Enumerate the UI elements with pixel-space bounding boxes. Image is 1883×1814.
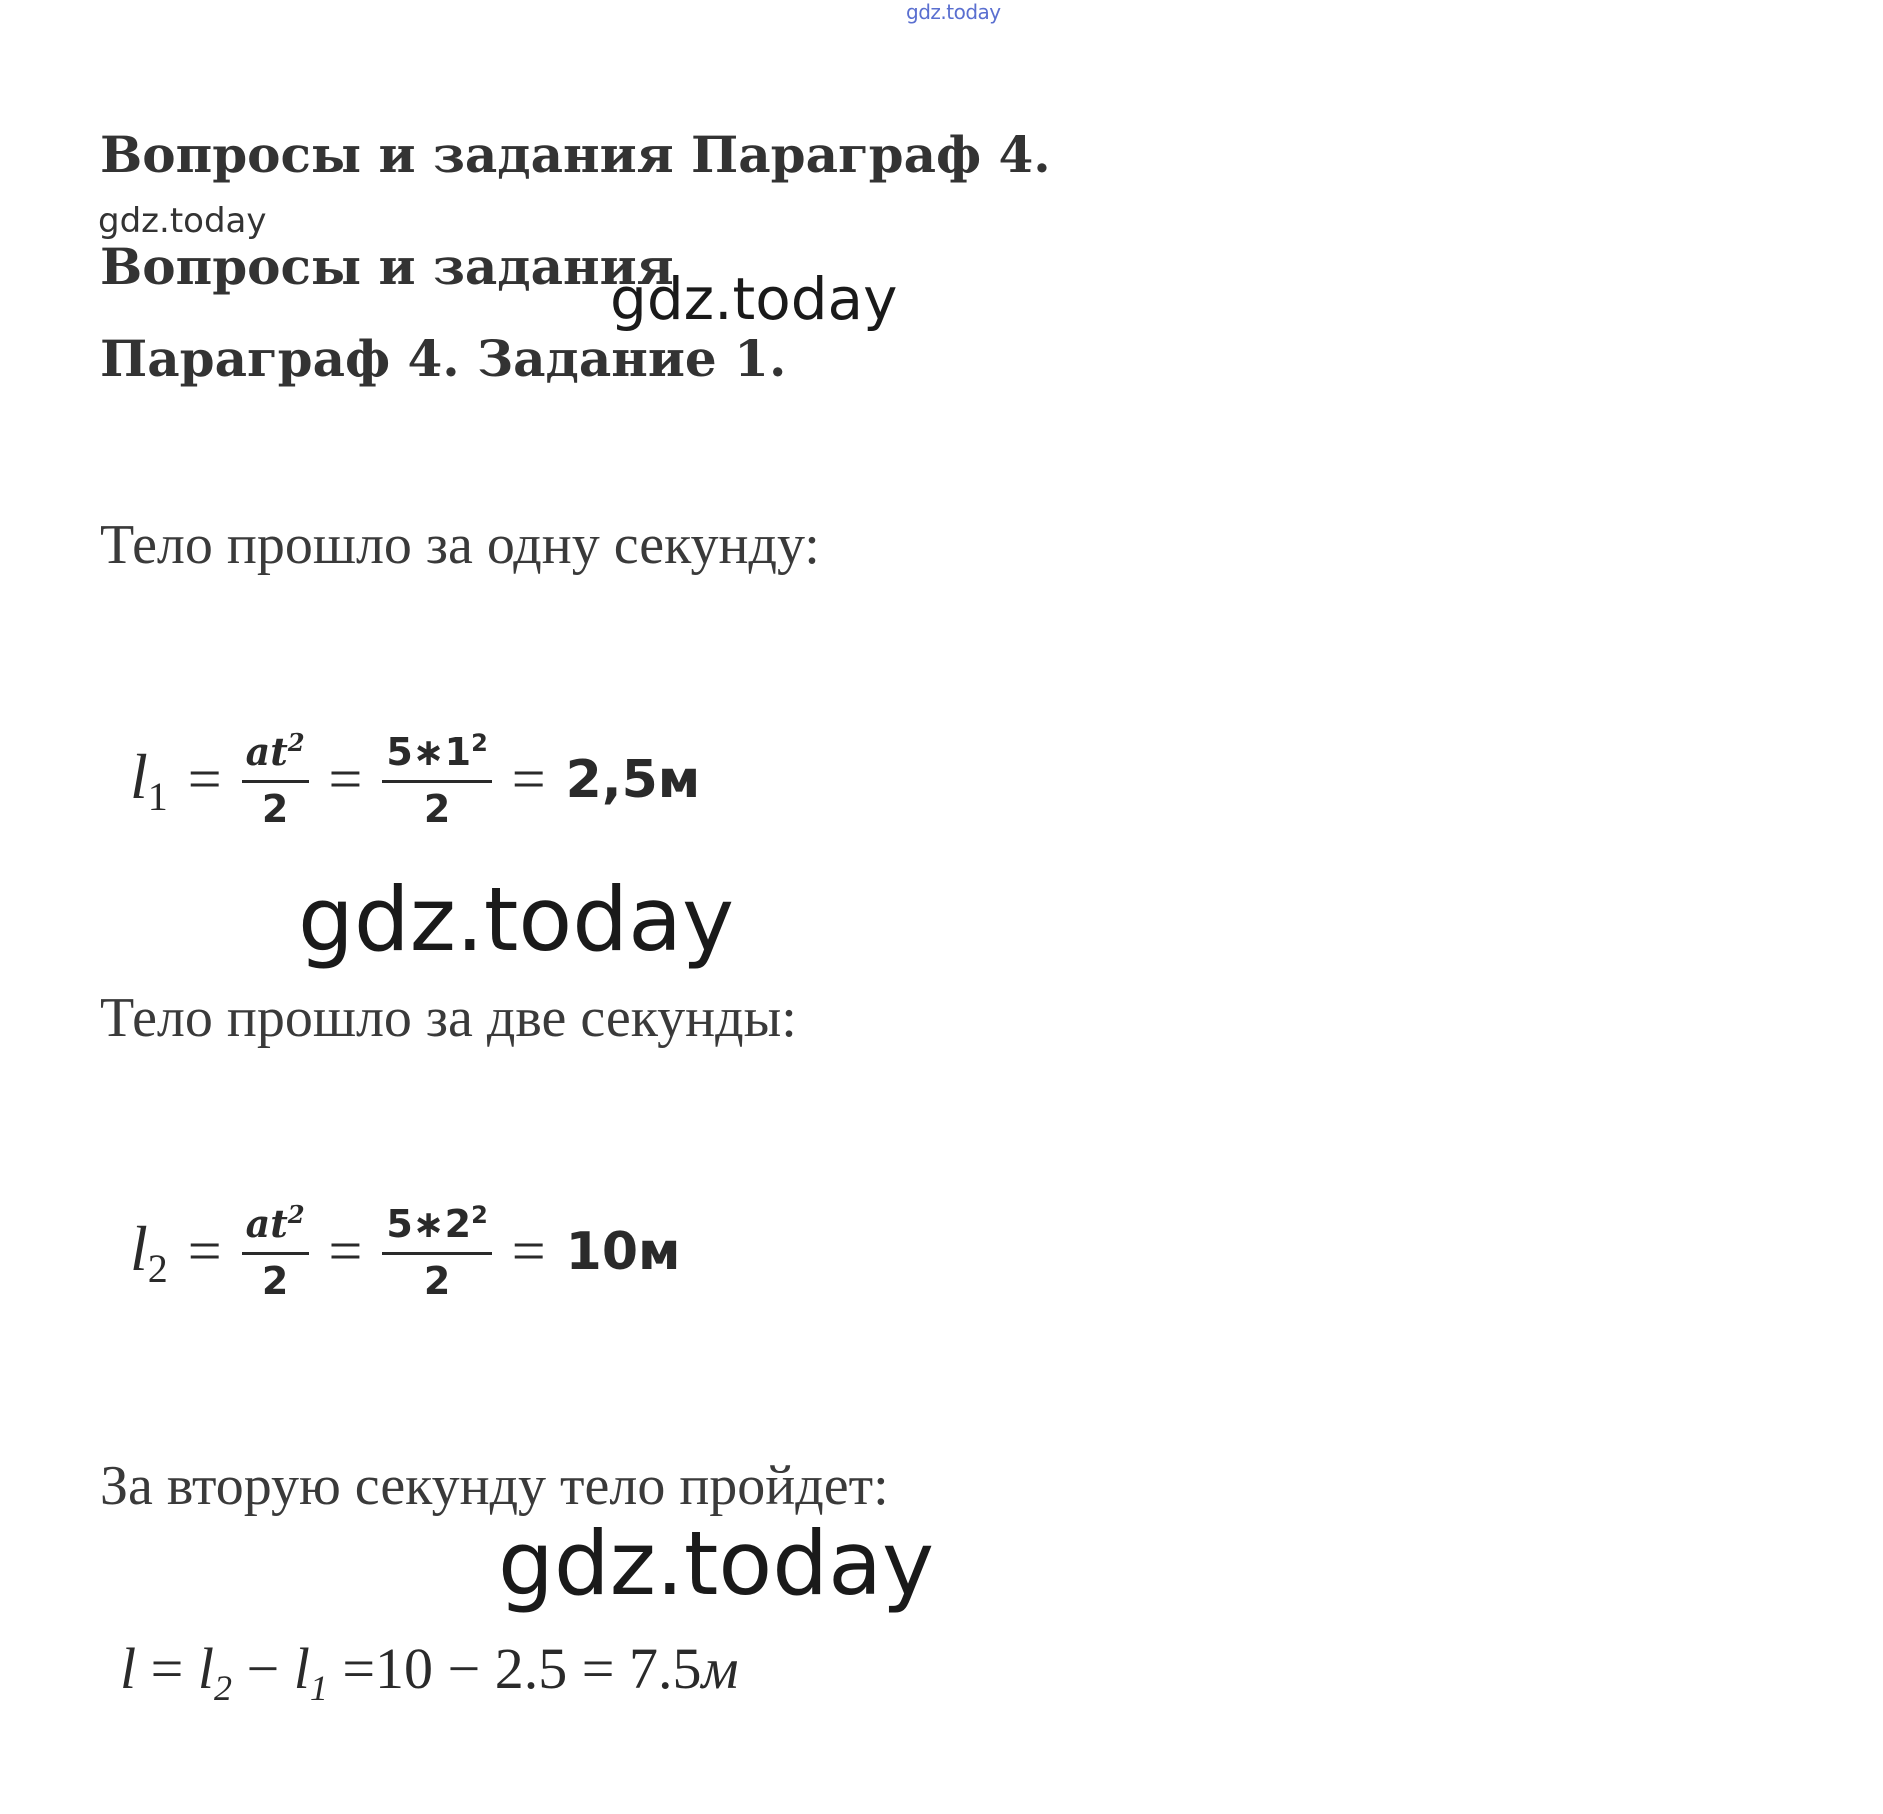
task-heading: Параграф 4. Задание 1. xyxy=(100,329,787,388)
equals-sign: = xyxy=(187,1218,222,1284)
fraction-substituted xyxy=(382,1201,491,1303)
fraction-denominator: 2 xyxy=(382,780,491,831)
fraction-denominator: 2 xyxy=(242,1252,309,1303)
fraction-numerator: $5∗2^2$ xyxy=(386,1200,488,1246)
fraction-numerator: $at^2$ xyxy=(245,728,305,774)
section-heading: Вопросы и задания xyxy=(100,237,674,296)
fraction-denominator: 2 xyxy=(242,780,309,831)
watermark-heading: gdz.today xyxy=(610,265,898,333)
watermark-lower: gdz.today xyxy=(498,1512,935,1615)
value-b: 2.5 xyxy=(494,1636,568,1701)
formula-result: 7.5 xyxy=(628,1636,702,1701)
formula-variable-l1: $l_1$ xyxy=(293,1636,328,1708)
fraction-general xyxy=(242,1200,309,1303)
fraction-substituted xyxy=(382,729,491,831)
watermark-top: gdz.today xyxy=(906,0,1001,24)
fraction-denominator: 2 xyxy=(382,1252,491,1303)
fraction-general xyxy=(242,728,309,831)
minus-sign: − xyxy=(447,1636,481,1701)
formula-distance-one-second xyxy=(130,728,700,831)
paragraph-second-second: За вторую секунду тело пройдет: xyxy=(100,1455,889,1517)
equals-sign: = xyxy=(581,1636,615,1701)
minus-sign: − xyxy=(246,1636,280,1701)
fraction-numerator: $at^2$ xyxy=(245,1200,305,1246)
unit: м xyxy=(701,1636,739,1701)
equals-sign: = xyxy=(187,746,222,812)
page-title: Вопросы и задания Параграф 4. xyxy=(100,125,1051,184)
formula-result: 2,5м xyxy=(565,749,701,810)
equals-sign: = xyxy=(342,1636,376,1701)
value-a: 10 xyxy=(375,1636,434,1701)
formula-distance-second-second xyxy=(120,1636,739,1708)
formula-result: 10м xyxy=(565,1221,681,1282)
equals-sign: = xyxy=(328,1218,363,1284)
formula-variable-l2: $l_2$ xyxy=(197,1636,232,1708)
paragraph-one-second: Тело прошло за одну секунду: xyxy=(100,514,820,576)
watermark-small: gdz.today xyxy=(98,201,267,241)
watermark-middle: gdz.today xyxy=(298,868,735,971)
equals-sign: = xyxy=(511,1218,546,1284)
fraction-numerator: $5∗1^2$ xyxy=(386,728,488,774)
equals-sign: = xyxy=(511,746,546,812)
equals-sign: = xyxy=(150,1636,184,1701)
formula-variable: $l_1$ xyxy=(130,740,168,819)
formula-variable: l xyxy=(120,1636,137,1701)
paragraph-two-seconds: Тело прошло за две секунды: xyxy=(100,987,797,1049)
formula-variable: $l_2$ xyxy=(130,1212,168,1291)
equals-sign: = xyxy=(328,746,363,812)
formula-distance-two-seconds xyxy=(130,1200,681,1303)
